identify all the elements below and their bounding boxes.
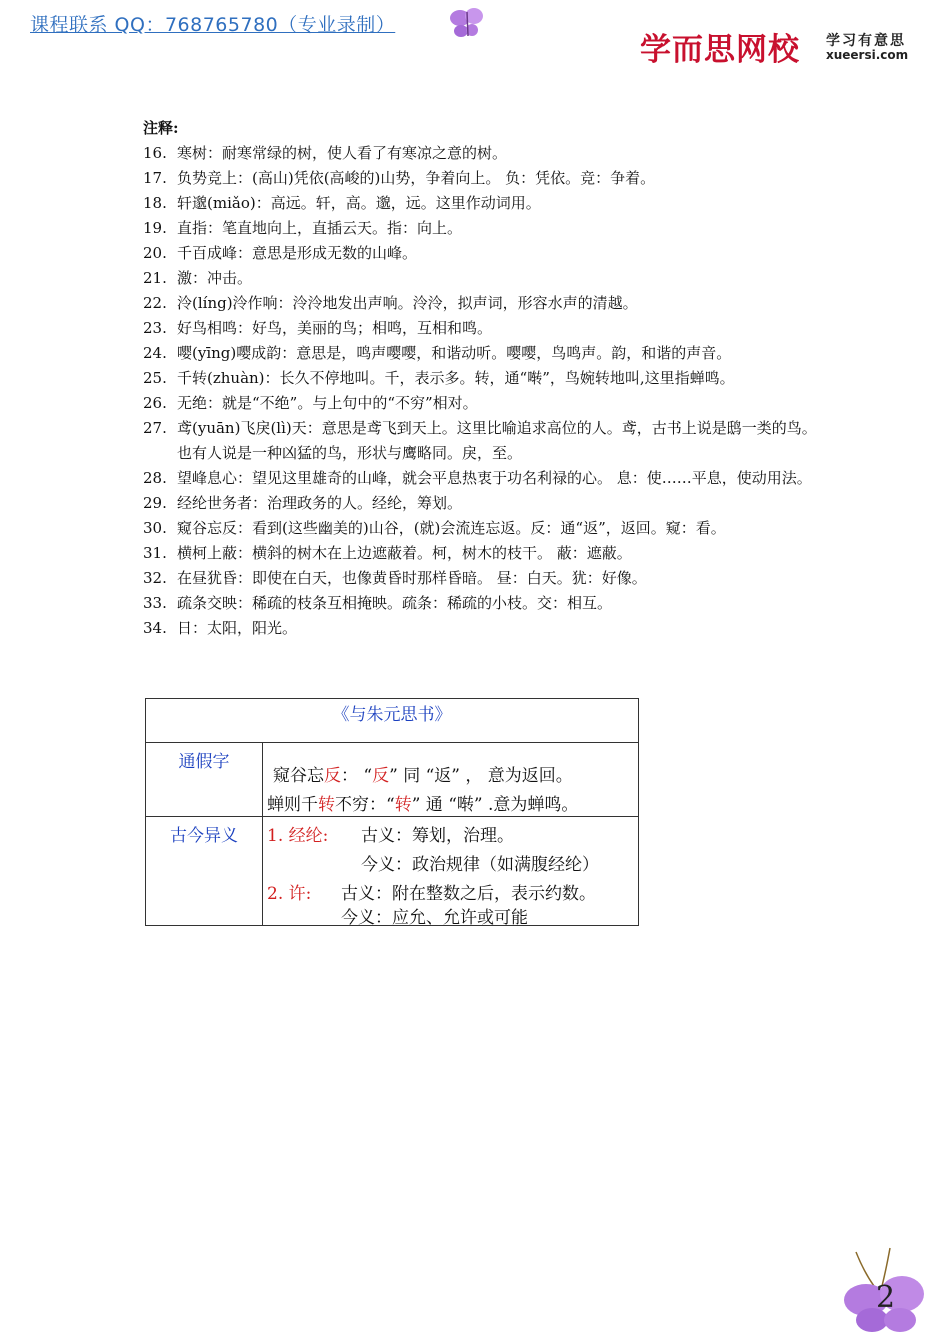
note-text: 疏条交映：稀疏的枝条互相掩映。疏条：稀疏的小枝。交：相互。 bbox=[177, 594, 613, 612]
note-item bbox=[143, 216, 823, 241]
contact-link[interactable]: 课程联系 QQ：768765780（专业录制） bbox=[30, 14, 396, 36]
tongjia-text: ” 通 “啭” .意为蝉鸣。 bbox=[411, 795, 579, 815]
note-item bbox=[143, 466, 823, 491]
note-text: 日：太阳，阳光。 bbox=[177, 619, 298, 637]
logo-slogan: 学习有意思 bbox=[826, 33, 906, 49]
gujin-label-2: 2. 许: bbox=[267, 884, 312, 904]
note-text: 横柯上蔽：横斜的树木在上边遮蔽着。柯，树木的枝干。 蔽：遮蔽。 bbox=[177, 544, 632, 562]
note-text: 轩邈(miǎo)：高远。轩，高。邈，远。这里作动词用。 bbox=[177, 194, 541, 212]
tongjia-line-1 bbox=[273, 761, 573, 786]
note-item bbox=[143, 566, 823, 591]
note-item bbox=[143, 266, 823, 291]
note-number: 19. bbox=[143, 219, 167, 237]
tongjia-text: 窥谷忘 bbox=[273, 766, 324, 786]
gujin-label-1: 1. 经纶: bbox=[267, 826, 329, 846]
note-text: 激：冲击。 bbox=[177, 269, 253, 287]
note-item bbox=[143, 516, 823, 541]
tongjia-char: 反 bbox=[324, 766, 341, 786]
butterfly-icon bbox=[448, 4, 488, 48]
xueersi-logo bbox=[640, 24, 930, 70]
note-item bbox=[143, 591, 823, 616]
gujin-new-1: 今义：政治规律（如满腹经纶） bbox=[361, 855, 599, 875]
note-text: 泠(líng)泠作响：泠泠地发出声响。泠泠，拟声词，形容水声的清越。 bbox=[177, 294, 638, 312]
notes-section bbox=[143, 116, 823, 641]
tongjia-char: 转 bbox=[394, 795, 412, 815]
note-item bbox=[143, 291, 823, 316]
logo-url: xueersi.com bbox=[826, 48, 909, 62]
gujin-heading: 古今异义 bbox=[146, 817, 263, 925]
logo-brand: 学而思网校 bbox=[640, 32, 800, 68]
gujin-old-1: 古义：筹划，治理。 bbox=[361, 826, 514, 846]
note-number: 25. bbox=[143, 369, 167, 387]
note-item bbox=[143, 416, 823, 466]
tongjia-heading: 通假字 bbox=[146, 743, 263, 816]
gujin-old-2: 古义：附在整数之后，表示约数。 bbox=[341, 884, 596, 904]
note-item bbox=[143, 366, 823, 391]
tongjia-text: ： “ bbox=[341, 766, 373, 786]
summary-title: 《与朱元思书》 bbox=[146, 699, 638, 743]
note-number: 26. bbox=[143, 394, 167, 412]
note-text: 经纶世务者：治理政务的人。经纶，筹划。 bbox=[177, 494, 463, 512]
note-item bbox=[143, 491, 823, 516]
gujin-row bbox=[146, 817, 638, 928]
note-item bbox=[143, 166, 823, 191]
note-text: 千百成峰：意思是形成无数的山峰。 bbox=[177, 244, 418, 262]
note-number: 28. bbox=[143, 469, 167, 487]
note-item bbox=[143, 541, 823, 566]
note-text: 寒树：耐寒常绿的树，使人看了有寒凉之意的树。 bbox=[177, 144, 508, 162]
note-text: 千转(zhuàn)：长久不停地叫。千，表示多。转，通“啭”，鸟婉转地叫,这里指蝉鸣。 bbox=[177, 369, 735, 387]
note-number: 17. bbox=[143, 169, 167, 187]
tongjia-char: 转 bbox=[318, 795, 335, 815]
note-text: 好鸟相鸣：好鸟，美丽的鸟；相鸣，互相和鸣。 bbox=[177, 319, 493, 337]
tongjia-line-2 bbox=[267, 790, 578, 815]
note-number: 34. bbox=[143, 619, 167, 637]
note-text: 窥谷忘反：看到(这些幽美的)山谷，(就)会流连忘返。反：通“返”，返回。窥：看。 bbox=[177, 519, 726, 537]
note-item bbox=[143, 241, 823, 266]
note-number: 23. bbox=[143, 319, 167, 337]
gujin-new-2: 今义：应允、允许或可能 bbox=[341, 908, 528, 928]
note-number: 32. bbox=[143, 569, 167, 587]
note-text: 望峰息心：望见这里雄奇的山峰，就会平息热衷于功名利禄的心。 息：使……平息，使动用法。 bbox=[177, 469, 812, 487]
tongjia-row bbox=[146, 743, 638, 817]
note-number: 33. bbox=[143, 594, 167, 612]
note-item bbox=[143, 191, 823, 216]
note-number: 18. bbox=[143, 194, 167, 212]
tongjia-content bbox=[263, 743, 638, 816]
note-text: 鸢(yuān)飞戾(lì)天：意思是鸢飞到天上。这里比喻追求高位的人。鸢，古书上说是鸱一类的鸟。也有人说是一种凶猛的鸟，形状与鹰略同。戾，至。 bbox=[177, 419, 817, 462]
note-number: 22. bbox=[143, 294, 167, 312]
note-text: 在昼犹昏：即使在白天，也像黄昏时那样昏暗。 昼：白天。犹：好像。 bbox=[177, 569, 647, 587]
note-text: 负势竞上：(高山)凭依(高峻的)山势，争着向上。 负：凭依。竞：争着。 bbox=[177, 169, 656, 187]
page-number: 2 bbox=[876, 1280, 896, 1315]
note-number: 29. bbox=[143, 494, 167, 512]
note-number: 16. bbox=[143, 144, 167, 162]
note-item bbox=[143, 141, 823, 166]
tongjia-text: ” 同 “返” ， 意为返回。 bbox=[389, 766, 573, 786]
note-text: 直指：笔直地向上，直插云天。指：向上。 bbox=[177, 219, 463, 237]
note-number: 24. bbox=[143, 344, 167, 362]
note-number: 31. bbox=[143, 544, 167, 562]
note-number: 27. bbox=[143, 419, 167, 437]
notes-title: 注释: bbox=[143, 119, 179, 137]
tongjia-text: 蝉则千 bbox=[267, 795, 318, 815]
note-text: 无绝：就是“不绝”。与上句中的“不穷”相对。 bbox=[177, 394, 478, 412]
note-item bbox=[143, 616, 823, 641]
note-text: 嘤(yīng)嘤成韵：意思是，鸣声嘤嘤，和谐动听。嘤嘤，鸟鸣声。韵，和谐的声音。 bbox=[177, 344, 732, 362]
summary-table bbox=[145, 698, 639, 926]
note-number: 20. bbox=[143, 244, 167, 262]
note-item bbox=[143, 391, 823, 416]
note-number: 21. bbox=[143, 269, 167, 287]
note-item bbox=[143, 341, 823, 366]
note-item bbox=[143, 316, 823, 341]
note-number: 30. bbox=[143, 519, 167, 537]
gujin-content bbox=[263, 817, 638, 928]
tongjia-char: 反 bbox=[372, 766, 390, 786]
tongjia-text: 不穷：“ bbox=[335, 795, 395, 815]
